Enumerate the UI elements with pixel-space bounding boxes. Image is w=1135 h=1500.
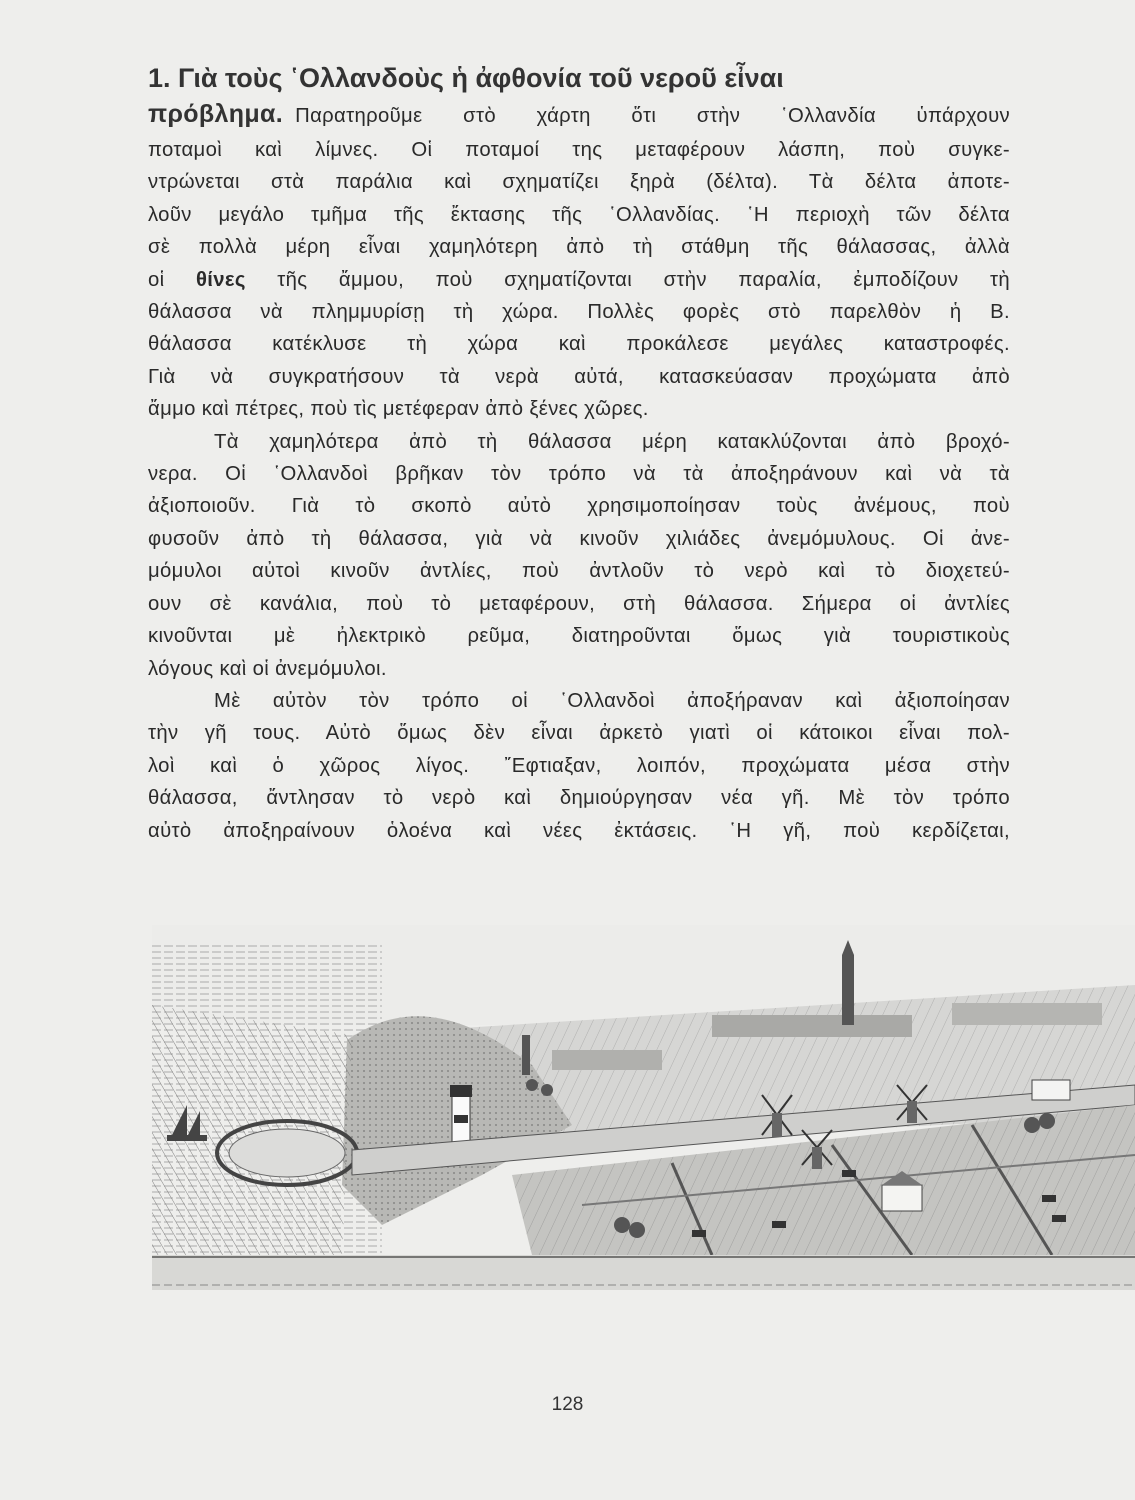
heading-continuation-line — [148, 96, 1010, 134]
text-line: θάλασσα κατέκλυσε τὴ χώρα καὶ προκάλεσε μεγάλες καταστροφές. — [148, 333, 1010, 356]
text-line: ἀξιοποιοῦν. Γιὰ τὸ σκοπὸ αὐτὸ χρησιμοποίησαν τοὺς ἀνέμους, ποὺ — [148, 495, 1010, 518]
text-block — [148, 60, 1010, 847]
paragraph-2 — [148, 426, 1010, 685]
key-term-dunes: θίνες — [195, 268, 246, 291]
text-line: τὴν γῆ τους. Αὐτὸ ὅμως δὲν εἶναι ἀρκετὸ γιατὶ οἱ κάτοικοι εἶναι πολ- — [148, 722, 1010, 745]
text-line: αὐτὸ ἀποξηραίνουν ὁλοένα καὶ νέες ἐκτάσεις. ῾Η γῆ, ποὺ κερδίζεται, — [148, 819, 1010, 842]
text-fragment: οἱ — [148, 268, 196, 291]
paragraph-1-line-1: Παρατηροῦμε στὸ χάρτη ὅτι στὴν ῾Ολλανδία ὑπάρχουν — [295, 105, 1010, 127]
text-line: θάλασσα νὰ πλημμυρίσῃ τὴ χώρα. Πολλὲς φορὲς στὸ παρελθὸν ἡ Β. — [148, 301, 1010, 324]
farmhouse — [882, 1185, 922, 1211]
text-line: μόμυλοι αὐτοὶ κινοῦν ἀντλίες, ποὺ ἀντλοῦν τὸ νερὸ καὶ τὸ διοχετεύ- — [148, 560, 1010, 583]
section-heading-end: πρόβλημα. — [148, 100, 284, 128]
text-line: ντρώνεται στὰ παράλια καὶ σχηματίζει ξηρὰ (δέλτα). Τὰ δέλτα ἀποτε- — [148, 171, 1010, 194]
text-line: ἄμμο καὶ πέτρες, ποὺ τὶς μετέφεραν ἀπὸ ξένες χῶρες. — [148, 398, 649, 421]
text-line: Γιὰ νὰ συγκρατήσουν τὰ νερὰ αὐτά, κατασκεύασαν προχώματα ἀπὸ — [148, 365, 1010, 388]
text-line: ποταμοὶ καὶ λίμνες. Οἱ ποταμοί της μεταφέρουν λάσπη, ποὺ συγκε- — [148, 139, 1010, 161]
text-line: λόγους καὶ οἱ ἀνεμόμυλοι. — [148, 657, 387, 680]
text-line: ουν σὲ κανάλια, ποὺ τὸ μεταφέρουν, στὴ θάλασσα. Σήμερα οἱ ἀντλίες — [148, 592, 1010, 615]
text-line: κινοῦνται μὲ ἠλεκτρικὸ ρεῦμα, διατηροῦνται ὅμως γιὰ τουριστικοὺς — [148, 625, 1010, 648]
text-line: θάλασσα, ἄντλησαν τὸ νερὸ καὶ δημιούργησαν νέα γῆ. Μὲ τὸν τρόπο — [148, 787, 1010, 810]
paragraph-3 — [148, 685, 1010, 847]
text-line: λοῦν μεγάλο τμῆμα τῆς ἔκτασης τῆς ῾Ολλανδίας. ῾Η περιοχὴ τῶν δέλτα — [148, 203, 1010, 226]
text-line: Τὰ χαμηλότερα ἀπὸ τὴ θάλασσα μέρη κατακλύζονται ἀπὸ βροχό- — [214, 430, 1010, 453]
polder-illustration — [152, 925, 1135, 1345]
page-number: 128 — [551, 1394, 584, 1415]
text-fragment: τῆς ἄμμου, ποὺ σχηματίζονται στὴν παραλία, ἐμποδίζουν τὴ — [245, 268, 1010, 291]
text-line: σὲ πολλὰ μέρη εἶναι χαμηλότερη ἀπὸ τὴ στάθμη τῆς θάλασσας, ἀλλὰ — [148, 236, 1010, 259]
farmhouse — [1032, 1080, 1070, 1100]
text-line: Μὲ αὐτὸν τὸν τρόπο οἱ ῾Ολλανδοὶ ἀποξήραναν καὶ ἀξιοποίησαν — [214, 689, 1010, 712]
text-line: νερα. Οἱ ῾Ολλανδοὶ βρῆκαν τὸν τρόπο νὰ τὰ ἀποξηράνουν καὶ νὰ τὰ — [148, 463, 1010, 486]
text-line-with-term — [148, 264, 1010, 296]
paragraph-1 — [148, 134, 1010, 426]
text-line: λοὶ καὶ ὁ χῶρος λίγος. ῎Εφτιαξαν, λοιπόν, προχώματα μέσα στὴν — [148, 754, 1010, 777]
section-heading: 1. Γιὰ τοὺς ῾Ολλανδοὺς ἡ ἀφθονία τοῦ νεροῦ εἶναι — [148, 63, 784, 93]
text-line: φυσοῦν ἀπὸ τὴ θάλασσα, γιὰ νὰ κινοῦν χιλιάδες ἀνεμόμυλους. Οἱ ἀνε- — [148, 527, 1010, 550]
